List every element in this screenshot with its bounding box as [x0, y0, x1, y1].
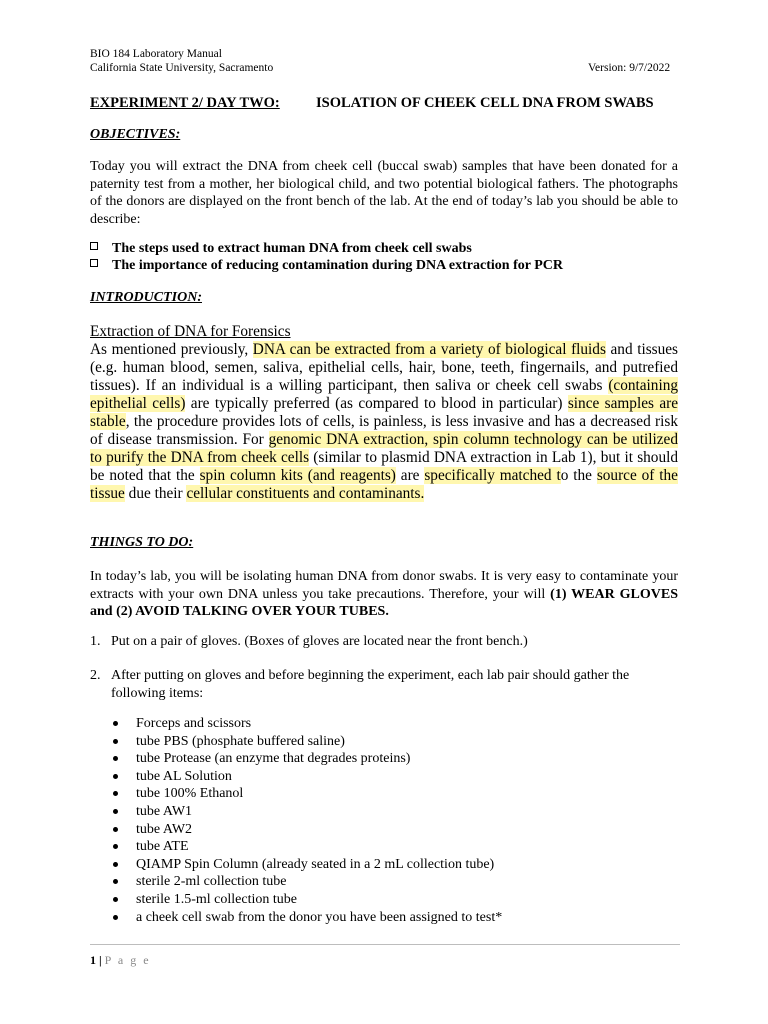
list-item-text: tube Protease (an enzyme that degrades proteins)	[136, 751, 411, 767]
bullet-icon	[113, 827, 118, 832]
intro-highlight: DNA can be extracted from a variety of biological fluids	[252, 341, 606, 358]
step-number: 2.	[90, 668, 101, 683]
list-item	[113, 715, 673, 733]
list-item-text: tube AL Solution	[136, 768, 232, 784]
footer-separator: |	[99, 953, 102, 967]
list-item-text: Forceps and scissors	[136, 716, 252, 731]
page-footer	[90, 953, 151, 968]
checkbox-bullet-icon	[90, 259, 98, 267]
bullet-icon	[113, 756, 118, 761]
step-1	[90, 633, 680, 651]
intro-text: (similar to plasmid DNA extraction in Lab 1), but it should be noted that the	[90, 449, 678, 484]
intro-text: and tissues (e.g. human blood, semen, saliva, epithelial cells, hair, bone, teeth, fingernails, and putrefied tissues). If an individual is a willing participant, then saliva or cheek cell swabs	[90, 341, 678, 394]
bullet-icon	[113, 791, 118, 796]
bullet-icon	[113, 862, 118, 867]
list-item	[113, 856, 673, 874]
checkbox-bullet-icon	[90, 242, 98, 250]
list-item-text: tube 100% Ethanol	[136, 786, 244, 802]
list-item-text: sterile 1.5-ml collection tube	[136, 891, 297, 907]
bullet-icon	[113, 879, 118, 884]
list-item	[113, 891, 673, 909]
bullet-icon	[113, 809, 118, 814]
bullet-icon	[113, 739, 118, 744]
intro-highlight: genomic DNA extraction, spin column technology can be utilized to purify the DNA from cheek cells	[90, 431, 678, 466]
objective-bullet	[90, 257, 680, 275]
list-item	[113, 785, 673, 803]
objective-bullet-text: The importance of reducing contamination during DNA extraction for PCR	[112, 258, 563, 273]
intro-text: are	[395, 467, 425, 484]
bullet-icon	[113, 774, 118, 779]
things-warning: (1) WEAR GLOVES and (2) AVOID TALKING OVER YOUR TUBES.	[90, 586, 679, 619]
page-number: 1	[90, 953, 96, 967]
things-text: In today’s lab, you will be isolating human DNA from donor swabs. It is very easy to contaminate your extracts with your own DNA unless you take precautions. Therefore, your will	[90, 569, 678, 602]
items-list	[113, 715, 673, 926]
introduction-paragraph	[90, 341, 678, 503]
objective-bullet	[90, 240, 680, 258]
step-2-text: After putting on gloves and before beginning the experiment, each lab pair should gather the following items:	[111, 668, 630, 701]
intro-highlight: specifically matched t	[424, 467, 561, 484]
list-item-text: a cheek cell swab from the donor you have been assigned to test*	[136, 909, 503, 925]
bullet-icon	[113, 721, 118, 726]
step-1-note: . (Boxes of gloves are located near the front bench.)	[237, 634, 528, 649]
page-label: P a g e	[104, 953, 151, 967]
list-item	[113, 821, 673, 839]
list-item-text: sterile 2-ml collection tube	[136, 874, 287, 890]
bullet-icon	[113, 844, 118, 849]
list-item-text: QIAMP Spin Column (already seated in a 2 mL collection tube)	[136, 856, 495, 872]
footer-divider	[90, 944, 680, 945]
intro-text: , the procedure provides lots of cells, is painless, is less invasive and has a decreased risk of disease transmission. For	[90, 413, 678, 448]
list-item	[113, 768, 673, 786]
intro-highlight: source of the tissue	[90, 467, 678, 502]
experiment-label: EXPERIMENT 2/ DAY TWO:	[90, 95, 280, 111]
list-item-text: tube PBS (phosphate buffered saline)	[136, 733, 345, 749]
university-name: California State University, Sacramento	[90, 62, 274, 74]
course-title: BIO 184 Laboratory Manual	[90, 48, 222, 60]
objectives-paragraph: Today you will extract the DNA from cheek cell (buccal swab) samples that have been donated for a paternity test from a mother, her biological child, and two potential biological fathers. The photographs of the donors are displayed on the front bench of the lab. At the end of today’s lab you should be able to describe:	[90, 159, 678, 227]
list-item	[113, 750, 673, 768]
list-item	[113, 803, 673, 821]
step-1-text: Put on a pair of gloves	[111, 634, 238, 649]
list-item	[113, 733, 673, 751]
document-title: ISOLATION OF CHEEK CELL DNA FROM SWABS	[316, 95, 654, 111]
bullet-icon	[113, 915, 118, 920]
introduction-heading: INTRODUCTION:	[90, 290, 202, 305]
step-number: 1.	[90, 634, 101, 649]
intro-text: are typically preferred (as compared to blood in particular)	[185, 395, 568, 412]
bullet-icon	[113, 897, 118, 902]
objectives-heading: OBJECTIVES:	[90, 127, 181, 142]
list-item	[113, 838, 673, 856]
intro-highlight: spin column kits (and reagents)	[199, 467, 396, 484]
things-to-do-heading: THINGS TO DO:	[90, 535, 194, 550]
list-item-text: tube AW2	[136, 821, 193, 837]
intro-highlight: since samples are stable	[90, 395, 678, 430]
intro-text: due their	[124, 485, 187, 502]
list-item-text: tube AW1	[136, 803, 193, 819]
introduction-subheading: Extraction of DNA for Forensics	[90, 323, 291, 340]
step-2	[90, 667, 680, 702]
intro-text: o the	[560, 467, 597, 484]
intro-highlight: cellular constituents and contaminants.	[186, 485, 425, 502]
things-to-do-paragraph	[90, 568, 678, 621]
items-list-container	[113, 715, 673, 926]
intro-text: As mentioned previously,	[90, 341, 253, 358]
intro-highlight: (containing epithelial cells)	[90, 377, 678, 412]
list-item-text: tube ATE	[136, 839, 189, 855]
version-date: Version: 9/7/2022	[588, 62, 671, 74]
list-item	[113, 909, 673, 927]
objective-bullet-text: The steps used to extract human DNA from cheek cell swabs	[112, 241, 472, 256]
list-item	[113, 873, 673, 891]
